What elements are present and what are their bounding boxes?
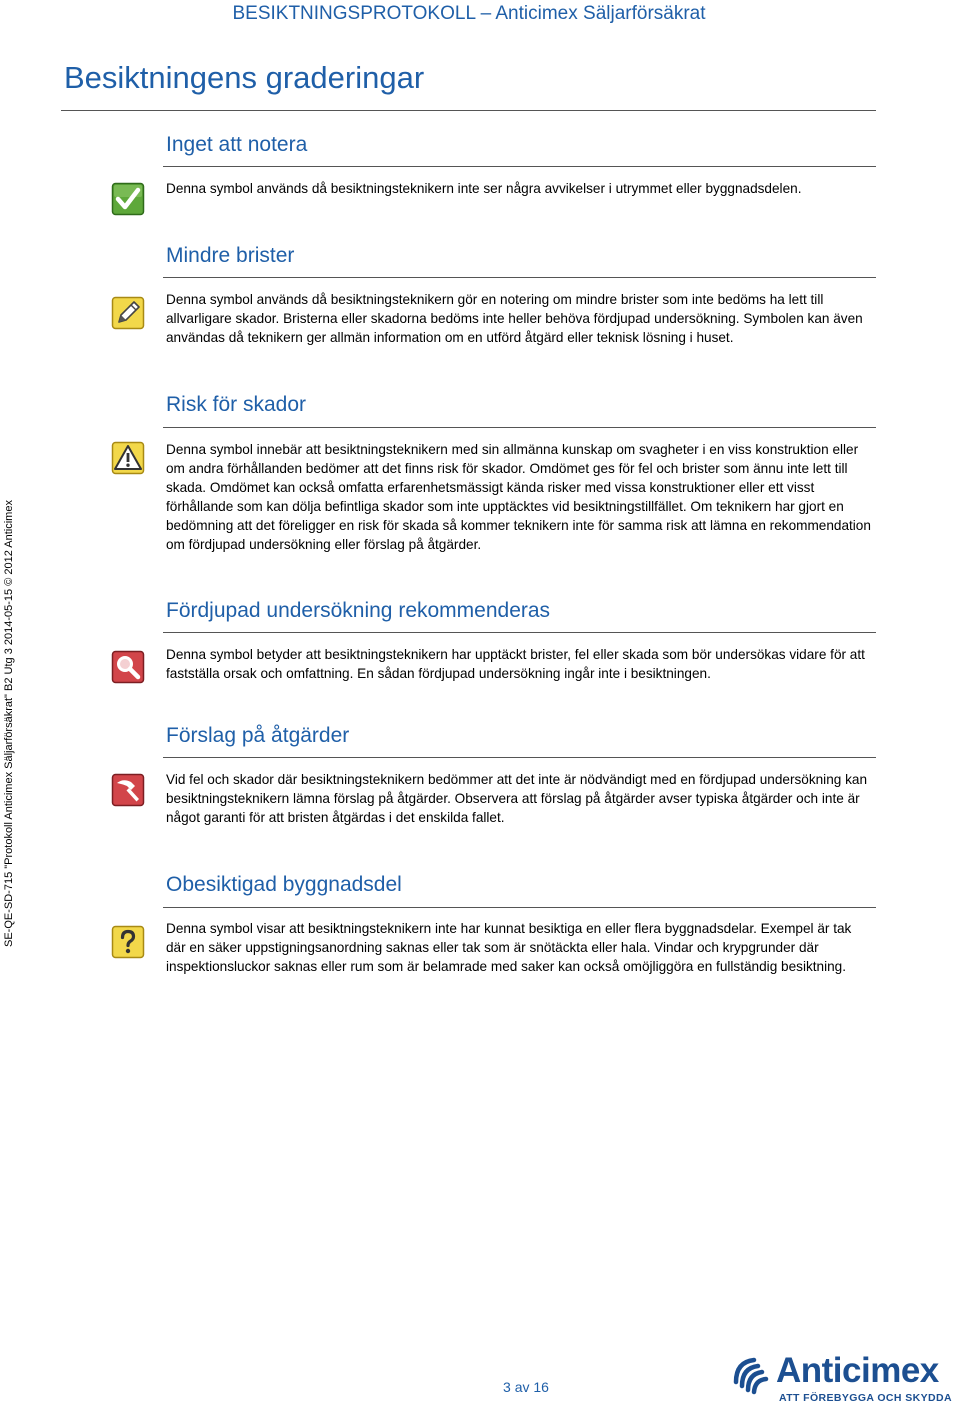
- section-divider: [163, 907, 876, 908]
- section-divider: [163, 166, 876, 167]
- magnifier-icon: [111, 650, 145, 684]
- page-title: Besiktningens graderingar: [64, 60, 425, 95]
- section-body: Denna symbol betyder att besiktningsteknikern har upptäckt brister, fel eller skada som bör undersökas vidare för att fastställa orsak och omfattning. En sådan fördjupad undersökning ingår inte i besiktningen.: [166, 647, 865, 681]
- page-number: 3 av 16: [503, 1379, 549, 1395]
- section-heading: Mindre brister: [166, 244, 295, 267]
- question-icon: [111, 925, 145, 959]
- section-heading: Fördjupad undersökning rekommenderas: [166, 599, 551, 622]
- document-reference-side-text: SE-QE-SD-715 "Protokoll Anticimex Säljarförsäkrat" B2 Utg 3 2014-05-15 © 2012 Anticimex: [3, 500, 15, 947]
- section-heading: Risk för skador: [166, 393, 307, 416]
- anticimex-logo: [730, 1352, 954, 1407]
- hammer-icon: [111, 773, 145, 807]
- section-divider: [163, 632, 876, 633]
- section-body: Vid fel och skador där besiktningsteknikern bedömmer att det inte är nödvändigt med en fördjupad undersökning kan besiktningsteknikern lämna förslag på åtgärder. Observera att förslag på åtgärder avser typiska åtgärder och inte är något garanti för att bristen åtgärdas i det enskilda fallet.: [166, 772, 868, 825]
- logo-tagline: ATT FÖREBYGGA OCH SKYDDA: [779, 1392, 952, 1404]
- section-divider: [163, 427, 876, 428]
- warning-icon: [111, 441, 145, 475]
- checkmark-icon: [111, 182, 145, 216]
- section-heading: Förslag på åtgärder: [166, 724, 350, 747]
- section-body: Denna symbol innebär att besiktningsteknikern med sin allmänna kunskap om svagheter i en viss konstruktion eller om andra förhållanden bedömer att det finns risk för skador. Omdömet ges för fel och brister som ännu inte lett till skada. Omdömet kan också omfatta erfarenhetsmässigt kända risker med vissa konstruktioner eller ett visst förhållande som kan dölja befintliga skador som inte upptäcktes vid besiktningstillfället. Om teknikern har gjort en bedömning att det föreligger en risk för skada så kommer teknikern inte för samma risk att lämna en rekommendation om fördjupad undersökning eller förslag på åtgärder.: [166, 442, 871, 552]
- section-heading: Inget att notera: [166, 133, 308, 156]
- anticimex-logo-mark-icon: [730, 1354, 772, 1396]
- page-title-divider: [61, 110, 876, 111]
- section-body: Denna symbol används då besiktningsteknikern gör en notering om mindre brister som inte bedöms ha lett till allvarligare skador. Bristerna eller skadorna bedöms inte heller behöva fördjupad undersökning. Symbolen kan även användas då teknikern ger allmän information om en utförd åtgärd eller teknisk lösning i huset.: [166, 292, 863, 345]
- section-heading: Obesiktigad byggnadsdel: [166, 873, 402, 896]
- section-divider: [163, 277, 876, 278]
- logo-wordmark: Anticimex: [776, 1351, 939, 1390]
- section-divider: [163, 757, 876, 758]
- document-header-title: BESIKTNINGSPROTOKOLL – Anticimex Säljarförsäkrat: [232, 3, 706, 24]
- section-body: Denna symbol visar att besiktningsteknikern inte har kunnat besiktiga en eller flera byggnadsdelar. Exempel är tak där en säker uppstigningsanordning saknas eller tak som är snötäckta eller hala. Vindar och krypgrunder där inspektionsluckor saknas eller rum som är belamrade med saker kan också omöjliggöra en fullständig besiktning.: [166, 921, 852, 974]
- section-body: Denna symbol används då besiktningsteknikern inte ser några avvikelser i utrymmet eller byggnadsdelen.: [166, 181, 802, 196]
- pencil-icon: [111, 296, 145, 330]
